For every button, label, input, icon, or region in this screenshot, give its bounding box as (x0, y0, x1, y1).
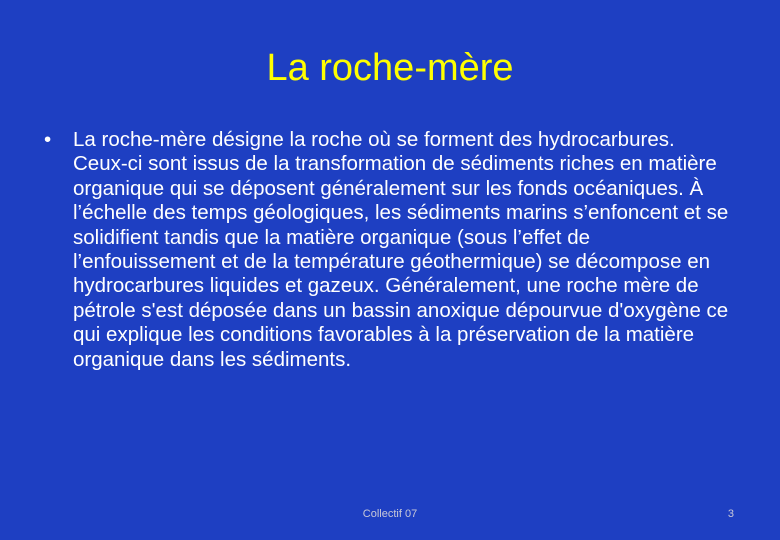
slide-title: La roche-mère (266, 47, 514, 89)
bullet-text (73, 128, 734, 372)
page-number: 3 (727, 508, 734, 520)
bullet-icon: • (44, 128, 52, 151)
bullet-prefix: La (73, 128, 102, 151)
bullet-body: désigne la roche où se forment des hydrocarbures. Ceux-ci sont issus de la transformation de sédiments riches en matière organique qui se déposent généralement sur les fonds océaniques. À l’échelle des temps géologiques, les sédiments marins s’enfoncent et se solidifient tandis que la matière organique (sous l’effet de l’enfouissement et de la température géothermique) se décompose en hydrocarbures liquides et gazeux. Généralement, une roche mère de pétrole s'est déposée dans un bassin anoxique dépourvue d'oxygène ce qui explique les conditions favorables à la préservation de la matière organique dans les sédiments. (73, 128, 729, 371)
bullet-emphasis: roche-mère (101, 128, 207, 151)
footer-label: Collectif 07 (362, 508, 418, 520)
bullet-item (44, 128, 734, 372)
